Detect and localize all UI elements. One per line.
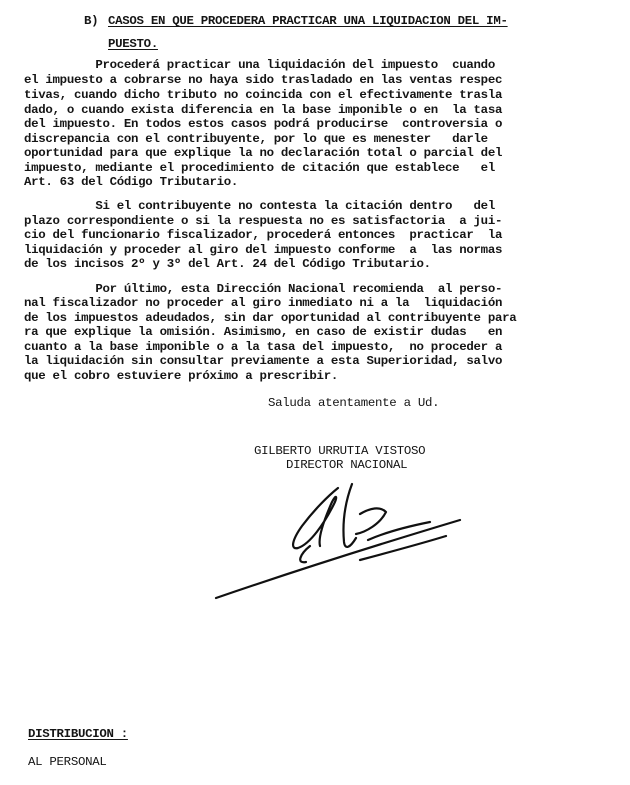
paragraph-2-line: liquidación y proceder al giro del impuesto conforme a las normas	[24, 243, 503, 257]
paragraph-1-line: dado, o cuando exista diferencia en la base imponible o en la tasa	[24, 103, 503, 117]
paragraph-1-line: oportunidad para que explique la no declaración total o parcial del	[24, 146, 503, 160]
paragraph-3-line: de los impuestos adeudados, sin dar oportunidad al contribuyente para	[24, 311, 517, 325]
paragraph-3-line: cuanto a la base imponible o a la tasa del impuesto, no proceder a	[24, 340, 503, 354]
signer-title: DIRECTOR NACIONAL	[286, 458, 408, 472]
section-title-line1: CASOS EN QUE PROCEDERA PRACTICAR UNA LIQUIDACION DEL IM-	[108, 14, 508, 28]
paragraph-2-line: de los incisos 2º y 3º del Art. 24 del Código Tributario.	[24, 257, 431, 271]
paragraph-3-line: ra que explique la omisión. Asimismo, en caso de existir dudas en	[24, 325, 503, 339]
section-title-line2: PUESTO.	[108, 37, 158, 51]
paragraph-2-line: cio del funcionario fiscalizador, procederá entonces practicar la	[24, 228, 503, 242]
distribution-label: DISTRIBUCION :	[28, 727, 128, 741]
signer-name: GILBERTO URRUTIA VISTOSO	[254, 444, 426, 458]
paragraph-2-line: Si el contribuyente no contesta la citación dentro del	[24, 199, 495, 213]
paragraph-1-line: del impuesto. En todos estos casos podrá producirse controversia o	[24, 117, 503, 131]
paragraph-2-line: plazo correspondiente o si la respuesta no es satisfactoria a jui-	[24, 214, 503, 228]
distribution-recipient: AL PERSONAL	[28, 755, 107, 769]
section-label: B)	[84, 14, 99, 28]
paragraph-3-line: la liquidación sin consultar previamente a esta Superioridad, salvo	[24, 354, 503, 368]
paragraph-3-line: que el cobro estuviere próximo a prescribir.	[24, 369, 338, 383]
paragraph-1-line: impuesto, mediante el procedimiento de citación que establece el	[24, 161, 495, 175]
paragraph-3-line: nal fiscalizador no proceder al giro inmediato ni a la liquidación	[24, 296, 503, 310]
paragraph-1-line: Art. 63 del Código Tributario.	[24, 175, 239, 189]
paragraph-1-line: el impuesto a cobrarse no haya sido trasladado en las ventas respec	[24, 73, 503, 87]
closing-salutation: Saluda atentamente a Ud.	[268, 396, 440, 410]
paragraph-1-line: tivas, cuando dicho tributo no coincida con el efectivamente trasla	[24, 88, 503, 102]
paragraph-3-line: Por último, esta Dirección Nacional recomienda al perso-	[24, 282, 503, 296]
paragraph-1-line: Procederá practicar una liquidación del impuesto cuando	[24, 58, 495, 72]
handwritten-signature	[210, 480, 480, 605]
paragraph-1-line: discrepancia con el contribuyente, por lo que es menester darle	[24, 132, 488, 146]
